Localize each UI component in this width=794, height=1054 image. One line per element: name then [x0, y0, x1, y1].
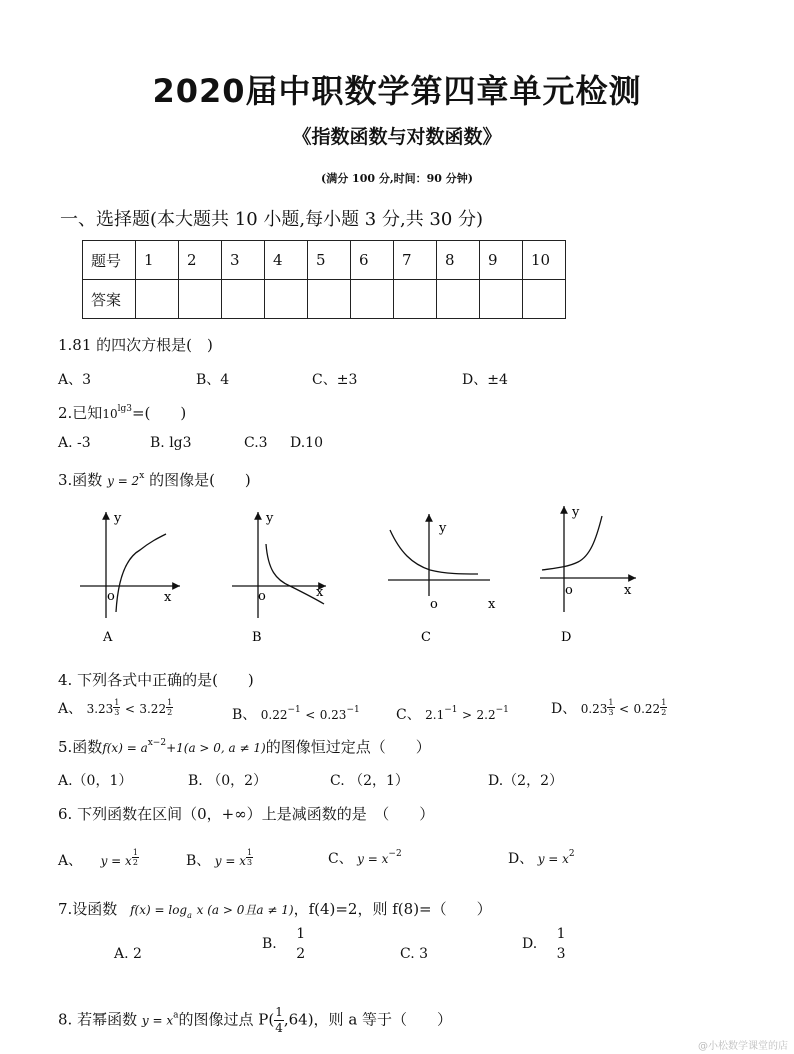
page-subtitle: 《指数函数与对数函数》 [292, 126, 502, 148]
frac-den: 3 [556, 946, 566, 962]
q7-d-frac [556, 924, 567, 964]
graph-b-y-label: y [266, 511, 274, 526]
q6-a-expr: y = x [100, 854, 132, 868]
graph-d-y-label: y [572, 505, 580, 520]
table-row-label: 答案 [83, 280, 136, 319]
q3-stem-suffix: 的图像是( ) [149, 471, 251, 489]
frac-num: 1 [296, 926, 306, 942]
question-7-stem [58, 898, 492, 920]
q1-option-a: A、3 [58, 372, 92, 388]
q4-a-op: < [124, 702, 135, 716]
graph-c-y-label: y [439, 521, 447, 536]
q7-option-b-label: B. [262, 936, 277, 952]
table-row [83, 241, 566, 280]
answer-cell[interactable] [523, 280, 566, 319]
q4-option-d [551, 698, 667, 718]
graph-b-label: B [252, 630, 262, 645]
q8-stem-prefix: 8. 若幂函数 [58, 1010, 138, 1029]
q5-expr-exp: x−2 [147, 738, 167, 748]
q2-option-a: A. -3 [58, 435, 91, 451]
graph-b-x-label: x [316, 585, 324, 600]
q4-d-rhs-exp [660, 698, 667, 717]
q4-c-lhs-exp: −1 [444, 705, 458, 715]
q4-option-b-label: B、 [232, 707, 257, 723]
q4-d-rhs: 0.22 [633, 702, 661, 716]
frac-den: 3 [246, 858, 253, 867]
q5-option-c: C. （2，1） [330, 773, 409, 789]
answer-cell[interactable] [480, 280, 523, 319]
q6-a-exp [132, 848, 139, 867]
answer-cell[interactable] [222, 280, 265, 319]
frac-num: 1 [167, 698, 173, 707]
q4-b-lhs: 0.22 [260, 708, 288, 722]
graph-a-y-label: y [114, 511, 122, 526]
q4-option-c-label: C、 [396, 707, 421, 723]
graph-d[interactable] [540, 505, 636, 645]
table-cell: 7 [394, 241, 437, 280]
q7-stem-prefix: 7.设函数 [58, 900, 118, 918]
graph-b[interactable] [232, 511, 326, 645]
frac-den: 2 [661, 708, 667, 717]
q4-b-op: < [305, 708, 316, 722]
q4-c-op: > [462, 708, 473, 722]
watermark: @小松数学课堂的店 [698, 1041, 788, 1052]
question-4-stem: 4. 下列各式中正确的是( ) [58, 671, 254, 689]
question-8-stem [58, 1005, 452, 1036]
q8-expr: y = x [141, 1013, 174, 1028]
q8-expr-exp: a [173, 1010, 179, 1021]
q5-option-a: A.（0，1） [58, 773, 133, 789]
frac-num: 1 [132, 848, 138, 857]
page-title: 2020届中职数学第四章单元检测 [152, 72, 642, 110]
frac-den: 3 [608, 708, 614, 717]
q7-option-d-label: D. [522, 936, 538, 952]
q4-a-rhs: 3.22 [139, 702, 167, 716]
q7-expr: f(x) = log [130, 903, 188, 917]
answer-cell[interactable] [437, 280, 480, 319]
q8-stem-suffix: ,64)，则 a 等于（ ） [283, 1010, 453, 1029]
q3-graphs [0, 500, 794, 650]
q7-option-b [262, 924, 306, 964]
q6-option-a [58, 848, 139, 870]
q4-option-d-label: D、 [551, 701, 577, 717]
answer-cell[interactable] [308, 280, 351, 319]
q6-option-c [328, 848, 402, 868]
q6-option-d [508, 848, 575, 868]
q1-option-b: B、4 [196, 372, 230, 388]
question-3-stem [58, 469, 251, 490]
q2-stem-prefix: 2.已知 [58, 404, 103, 422]
exam-meta: (满分 100 分,时间：90 分钟) [321, 172, 473, 185]
frac-num: 1 [608, 698, 614, 707]
table-cell: 3 [222, 241, 265, 280]
q3-stem-prefix: 3.函数 [58, 471, 103, 489]
graph-c-x-label: x [488, 597, 496, 612]
q6-option-c-label: C、 [328, 851, 353, 867]
frac-num: 1 [246, 848, 253, 857]
q4-b-rhs: 0.23 [319, 708, 347, 722]
graph-c-label: C [421, 630, 431, 645]
graph-d-origin: o [565, 583, 573, 598]
q6-option-b-label: B、 [186, 853, 211, 869]
q7-option-a: A. 2 [114, 946, 142, 962]
q4-c-lhs: 2.1 [425, 708, 445, 722]
q6-d-expr: y = x [537, 852, 569, 866]
q2-option-c: C.3 [244, 435, 268, 451]
q5-stem-prefix: 5.函数 [58, 738, 103, 756]
answer-cell[interactable] [179, 280, 222, 319]
q3-expr: y = 2 [107, 474, 140, 488]
answer-cell[interactable] [136, 280, 179, 319]
table-cell: 10 [523, 241, 566, 280]
graph-d-label: D [561, 630, 572, 645]
table-row [83, 280, 566, 319]
q4-c-rhs-exp: −1 [495, 705, 509, 715]
q5-stem-suffix: 的图像恒过定点（ ） [265, 738, 431, 756]
q7-option-c: C. 3 [400, 946, 429, 962]
q2-option-d: D.10 [290, 435, 323, 451]
q4-option-c [396, 704, 509, 724]
q5-expr-b: +1(a > 0, a ≠ 1) [166, 741, 266, 755]
answer-cell[interactable] [394, 280, 437, 319]
question-1-stem: 1.81 的四次方根是( ) [58, 336, 213, 354]
frac-den: 2 [296, 946, 306, 962]
q8-frac [274, 1005, 284, 1036]
q4-a-lhs: 3.23 [86, 702, 114, 716]
question-5-stem [58, 736, 431, 757]
frac-num: 1 [556, 926, 566, 942]
section-heading: 一、选择题(本大题共 10 小题,每小题 3 分,共 30 分) [60, 209, 484, 230]
graph-a-x-label: x [164, 590, 172, 605]
graph-c-origin: o [430, 597, 438, 612]
table-cell: 9 [480, 241, 523, 280]
frac-den: 4 [275, 1021, 283, 1035]
graph-a[interactable] [80, 511, 180, 645]
table-cell: 8 [437, 241, 480, 280]
frac-den: 3 [114, 708, 120, 717]
question-2-stem [58, 402, 186, 423]
table-cell: 4 [265, 241, 308, 280]
q5-option-d: D.（2，2） [488, 773, 563, 789]
q6-b-expr: y = x [214, 854, 246, 868]
q5-expr-a: f(x) = a [102, 741, 148, 755]
q2-expr-base: 10 [102, 407, 118, 421]
q7-expr-b: x (a > 0且a ≠ 1) [196, 903, 294, 917]
q7-stem-suffix: ，f(4)=2，则 f(8)=（ ） [293, 900, 492, 918]
q6-d-exp: 2 [568, 849, 575, 859]
q4-a-lhs-exp [113, 698, 120, 717]
q6-option-a-label: A、 [58, 853, 83, 869]
q2-option-b: B. lg3 [150, 435, 192, 451]
graph-b-origin: o [258, 589, 266, 604]
frac-den: 2 [167, 708, 173, 717]
q4-c-rhs: 2.2 [476, 708, 496, 722]
q1-option-d: D、±4 [462, 372, 508, 388]
q6-c-expr: y = x [357, 852, 389, 866]
frac-num: 1 [114, 698, 120, 707]
graph-d-x-label: x [624, 583, 632, 598]
q4-b-lhs-exp: −1 [287, 705, 301, 715]
q4-d-lhs-exp [607, 698, 614, 717]
q6-option-d-label: D、 [508, 851, 534, 867]
q2-expr-exp: lg3 [117, 404, 132, 414]
q2-stem-suffix: =( ) [131, 404, 187, 422]
frac-num: 1 [275, 1005, 283, 1019]
q4-option-a [58, 698, 173, 718]
q6-option-b [186, 848, 253, 870]
q4-option-b [232, 704, 360, 724]
graph-a-origin: o [107, 589, 115, 604]
answer-cell[interactable] [265, 280, 308, 319]
q7-option-d [522, 924, 567, 964]
table-cell: 1 [136, 241, 179, 280]
q4-b-rhs-exp: −1 [346, 705, 360, 715]
q4-d-lhs: 0.23 [580, 702, 608, 716]
table-cell: 2 [179, 241, 222, 280]
q6-b-exp [246, 848, 253, 867]
answer-table [82, 240, 566, 319]
graph-a-label: A [103, 630, 113, 645]
graph-c[interactable] [388, 514, 496, 645]
q1-option-c: C、±3 [312, 372, 358, 388]
q8-stem-mid: 的图像过点 P( [178, 1010, 275, 1029]
q4-a-rhs-exp [166, 698, 173, 717]
q6-c-exp: −2 [388, 849, 402, 859]
frac-num: 1 [661, 698, 667, 707]
table-row-label: 题号 [83, 241, 136, 280]
q7-b-frac [295, 924, 306, 964]
question-6-stem: 6. 下列函数在区间（0，+∞）上是减函数的是 （ ） [58, 805, 435, 823]
q3-expr-exp: x [139, 471, 145, 481]
q4-d-op: < [618, 702, 630, 716]
answer-cell[interactable] [351, 280, 394, 319]
q5-option-b: B. （0，2） [188, 773, 268, 789]
frac-den: 2 [132, 858, 138, 867]
table-cell: 5 [308, 241, 351, 280]
table-cell: 6 [351, 241, 394, 280]
q4-option-a-label: A、 [58, 701, 83, 717]
q7-expr-sub: a [187, 911, 192, 920]
